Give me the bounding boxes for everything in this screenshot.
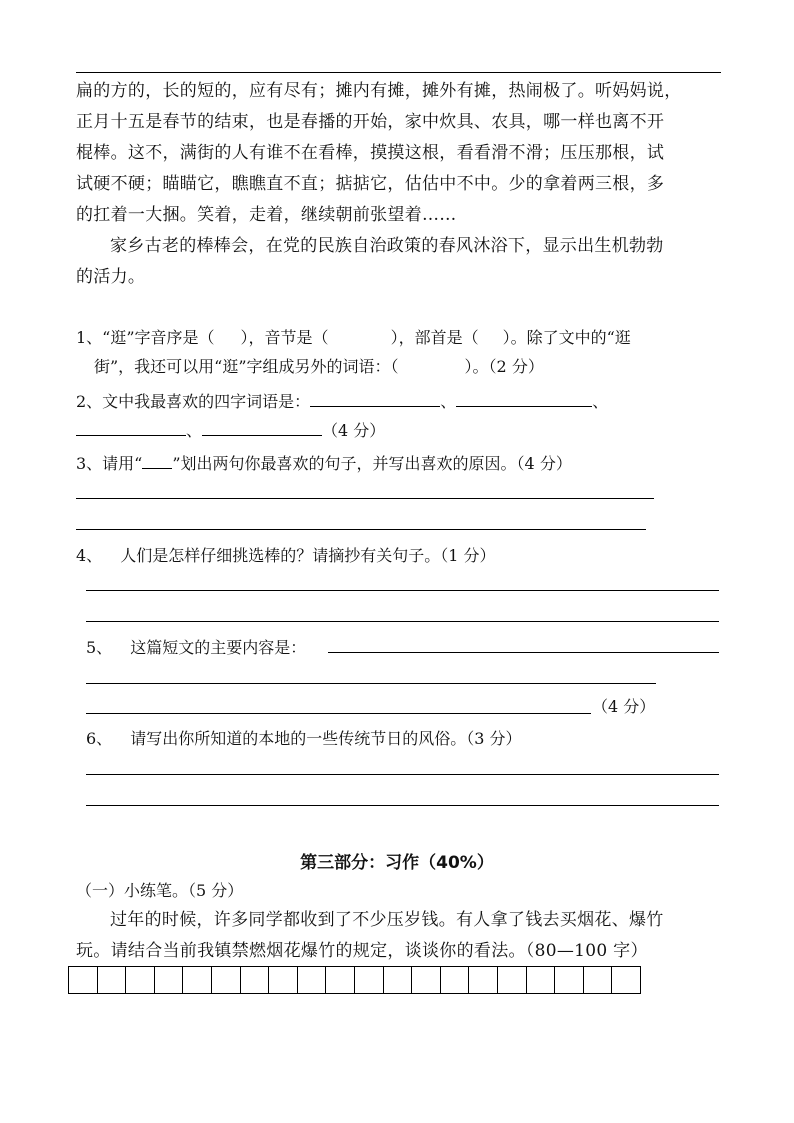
grid-cell[interactable] bbox=[412, 966, 441, 994]
grid-cell[interactable] bbox=[126, 966, 155, 994]
q2-sep: 、 bbox=[440, 392, 457, 411]
reading-passage bbox=[76, 76, 726, 293]
q5-number: 5、 bbox=[86, 638, 113, 657]
q2-score: （4 分） bbox=[322, 421, 386, 440]
q5-answer-line[interactable] bbox=[328, 652, 719, 653]
q3-text-b: ”划出两句你最喜欢的句子，并写出喜欢的原因。（4 分） bbox=[172, 454, 572, 473]
writing-prompt bbox=[76, 905, 726, 967]
grid-cell[interactable] bbox=[498, 966, 527, 994]
section-title: 第三部分：习作（40%） bbox=[300, 853, 494, 873]
question-1-line2 bbox=[94, 354, 544, 380]
q2-sep: 、 bbox=[186, 421, 203, 440]
passage-line: 的扛着一大捆。笑着，走着，继续朝前张望着…… bbox=[76, 205, 457, 225]
subsection-heading: （一）小练笔。（5 分） bbox=[76, 881, 244, 900]
grid-cell[interactable] bbox=[584, 966, 613, 994]
q1-text-c: ），部首是（ bbox=[390, 328, 479, 347]
q2-blank-4[interactable] bbox=[202, 421, 322, 436]
question-2 bbox=[76, 389, 608, 415]
q1-text-f: ）。（2 分） bbox=[464, 357, 544, 376]
passage-line: 正月十五是春节的结束，也是春播的开始，家中炊具、农具，哪一样也离不开 bbox=[76, 112, 665, 132]
question-5 bbox=[86, 635, 306, 661]
q3-underline-sample bbox=[142, 454, 172, 469]
prompt-line: 玩。请结合当前我镇禁燃烟花爆竹的规定，谈谈你的看法。（80—100 字） bbox=[76, 941, 648, 961]
grid-cell[interactable] bbox=[441, 966, 470, 994]
grid-cell[interactable] bbox=[326, 966, 355, 994]
q2-blank-3[interactable] bbox=[76, 421, 186, 436]
q6-answer-line[interactable] bbox=[86, 805, 719, 806]
q5-text: 这篇短文的主要内容是： bbox=[130, 638, 307, 657]
passage-line: 试硬不硬；瞄瞄它，瞧瞧直不直；掂掂它，估估中不中。少的拿着两三根，多 bbox=[76, 174, 665, 194]
grid-cell[interactable] bbox=[469, 966, 498, 994]
grid-cell[interactable] bbox=[612, 966, 641, 994]
q6-answer-line[interactable] bbox=[86, 774, 719, 775]
grid-cell[interactable] bbox=[384, 966, 413, 994]
q2-blank-1[interactable] bbox=[310, 392, 440, 407]
q1-text-b: ），音节是（ bbox=[240, 328, 329, 347]
q2-blank-2[interactable] bbox=[456, 392, 592, 407]
grid-cell[interactable] bbox=[98, 966, 127, 994]
q2-sep: 、 bbox=[592, 392, 609, 411]
q4-text: 人们是怎样仔细挑选棒的？请摘抄有关句子。（1 分） bbox=[120, 546, 496, 565]
passage-line: 棍棒。这不，满街的人有谁不在看棒，摸摸这根，看看滑不滑；压压那根，试 bbox=[76, 143, 665, 163]
prompt-line: 过年的时候，许多同学都收到了不少压岁钱。有人拿了钱去买烟花、爆竹 bbox=[110, 910, 664, 930]
q6-text: 请写出你所知道的本地的一些传统节日的风俗。（3 分） bbox=[130, 729, 522, 748]
q5-score: （4 分） bbox=[592, 697, 656, 716]
q1-text-a: 1、“逛”字音序是（ bbox=[76, 328, 215, 347]
q5-answer-line[interactable] bbox=[86, 713, 591, 714]
q4-number: 4、 bbox=[76, 546, 103, 565]
grid-cell[interactable] bbox=[69, 966, 98, 994]
top-rule bbox=[76, 72, 721, 73]
grid-cell[interactable] bbox=[155, 966, 184, 994]
question-6 bbox=[86, 726, 521, 752]
q4-answer-line[interactable] bbox=[86, 621, 719, 622]
question-1 bbox=[76, 325, 631, 351]
writing-grid bbox=[68, 966, 641, 994]
passage-line: 扁的方的，长的短的，应有尽有；摊内有摊，摊外有摊，热闹极了。听妈妈说， bbox=[76, 81, 682, 101]
q3-text-a: 3、请用“ bbox=[76, 454, 143, 473]
q1-text-d: ）。除了文中的“逛 bbox=[502, 328, 631, 347]
question-3 bbox=[76, 451, 572, 477]
q3-answer-line[interactable] bbox=[76, 498, 654, 499]
grid-cell[interactable] bbox=[183, 966, 212, 994]
passage-line: 的活力。 bbox=[76, 267, 146, 287]
question-2-line2 bbox=[76, 418, 385, 444]
q5-answer-line[interactable] bbox=[86, 683, 656, 684]
q4-answer-line[interactable] bbox=[86, 590, 719, 591]
q2-text: 2、文中我最喜欢的四字词语是： bbox=[76, 392, 311, 411]
grid-cell[interactable] bbox=[555, 966, 584, 994]
question-4 bbox=[76, 543, 495, 569]
grid-cell[interactable] bbox=[241, 966, 270, 994]
grid-cell[interactable] bbox=[355, 966, 384, 994]
grid-cell[interactable] bbox=[269, 966, 298, 994]
q6-number: 6、 bbox=[86, 729, 113, 748]
grid-cell[interactable] bbox=[527, 966, 556, 994]
grid-cell[interactable] bbox=[212, 966, 241, 994]
passage-line: 家乡古老的棒棒会，在党的民族自治政策的春风沐浴下，显示出生机勃勃 bbox=[110, 236, 664, 256]
grid-cell[interactable] bbox=[298, 966, 327, 994]
q1-text-e: 街”，我还可以用“逛”字组成另外的词语：（ bbox=[94, 357, 399, 376]
q3-answer-line[interactable] bbox=[76, 529, 646, 530]
